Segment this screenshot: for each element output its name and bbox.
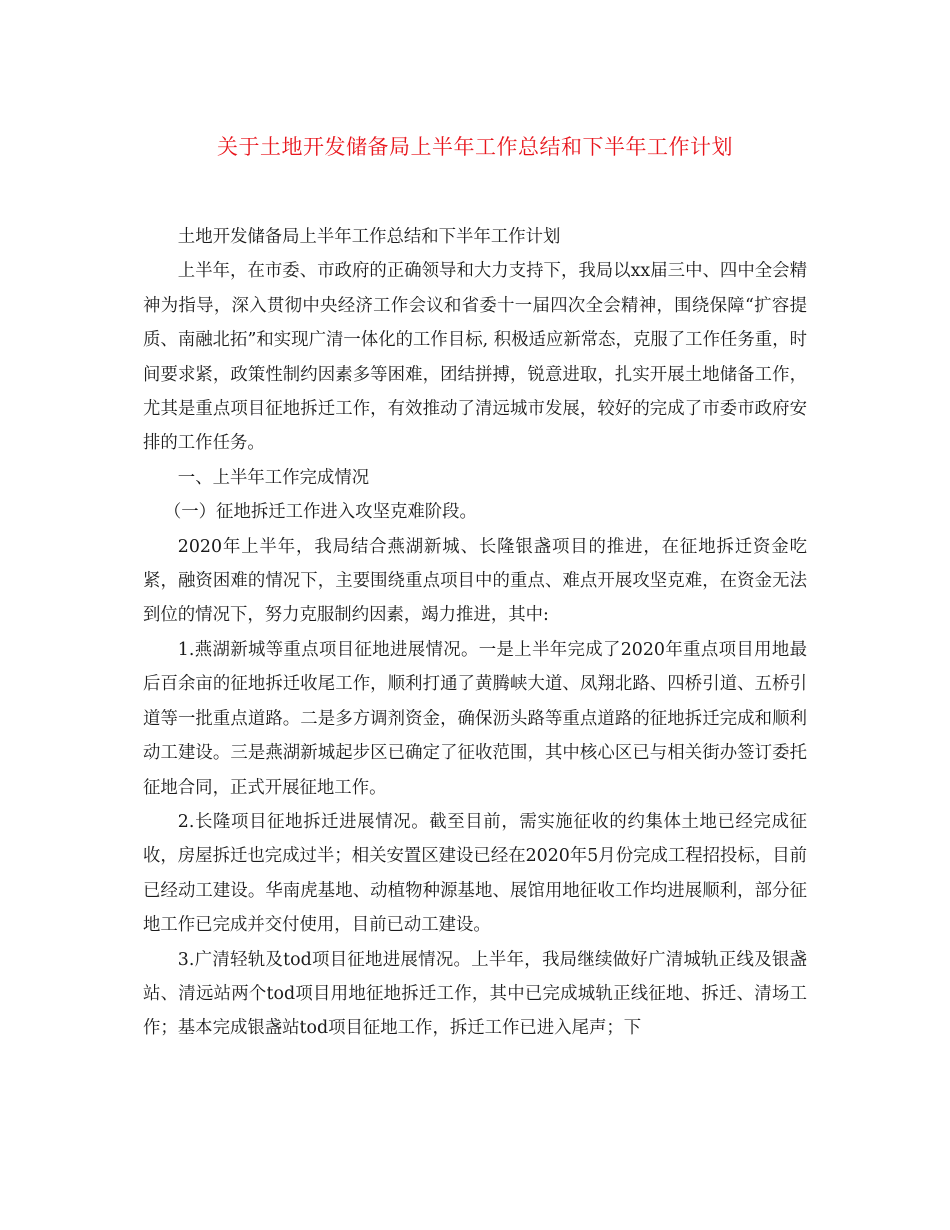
paragraph-overview: 2020年上半年，我局结合燕湖新城、长隆银盏项目的推进，在征地拆迁资金吃紧，融资困难的情况下，主要围绕重点项目中的重点、难点开展攻坚克难，在资金无法到位的情况下，努力克服制约因素，竭力推进，其中: [143, 536, 807, 626]
document-title: 关于土地开发储备局上半年工作总结和下半年工作计划 [217, 135, 733, 159]
section-heading: 一、上半年工作完成情况 [177, 467, 370, 488]
subsection-heading: （一）征地拆迁工作进入攻坚克难阶段。 [163, 502, 477, 523]
paragraph-item-1: 1.燕湖新城等重点项目征地进展情况。一是上半年完成了2020年重点项目用地最后百余亩的征地拆迁收尾工作，顺利打通了黄腾峡大道、凤翔北路、四桥引道、五桥引道等一批重点道路。二是多方调剂资金，确保沥头路等重点道路的征地拆迁完成和顺利动工建设。三是燕湖新城起步区已确定了征收范围，其中核心区已与相关街办签订委托征地合同，正式开展征地工作。 [143, 639, 807, 798]
paragraph-item-2: 2.长隆项目征地拆迁进展情况。截至目前，需实施征收的约集体土地已经完成征收，房屋拆迁也完成过半；相关安置区建设已经在2020年5月份完成工程招投标，目前已经动工建设。华南虎基地、动植物种源基地、展馆用地征收工作均进展顺利，部分征地工作已完成并交付使用，目前已动工建设。 [143, 811, 807, 936]
paragraph-item-3: 3.广清轻轨及tod项目征地进展情况。上半年，我局继续做好广清城轨正线及银盏站、清远站两个tod项目用地征地拆迁工作，其中已完成城轨正线征地、拆迁、清场工作；基本完成银盏站tod项目征地工作，拆迁工作已进入尾声；下 [143, 949, 807, 1039]
paragraph-intro: 上半年，在市委、市政府的正确领导和大力支持下，我局以xx届三中、四中全会精神为指导，深入贯彻中央经济工作会议和省委十一届四次全会精神，围绕保障“扩容提质、南融北拓”和实现广清一体化的工作目标, 积极适应新常态，克服了工作任务重，时间要求紧，政策性制约因素多等困难，团结拼搏，锐意进取，扎实开展土地储备工作，尤其是重点项目征地拆迁工作，有效推动了清远城市发展，较好的完成了市委市政府安排的工作任务。 [143, 261, 807, 454]
paragraph-subtitle: 土地开发储备局上半年工作总结和下半年工作计划 [177, 227, 561, 247]
document-body [143, 220, 807, 1046]
